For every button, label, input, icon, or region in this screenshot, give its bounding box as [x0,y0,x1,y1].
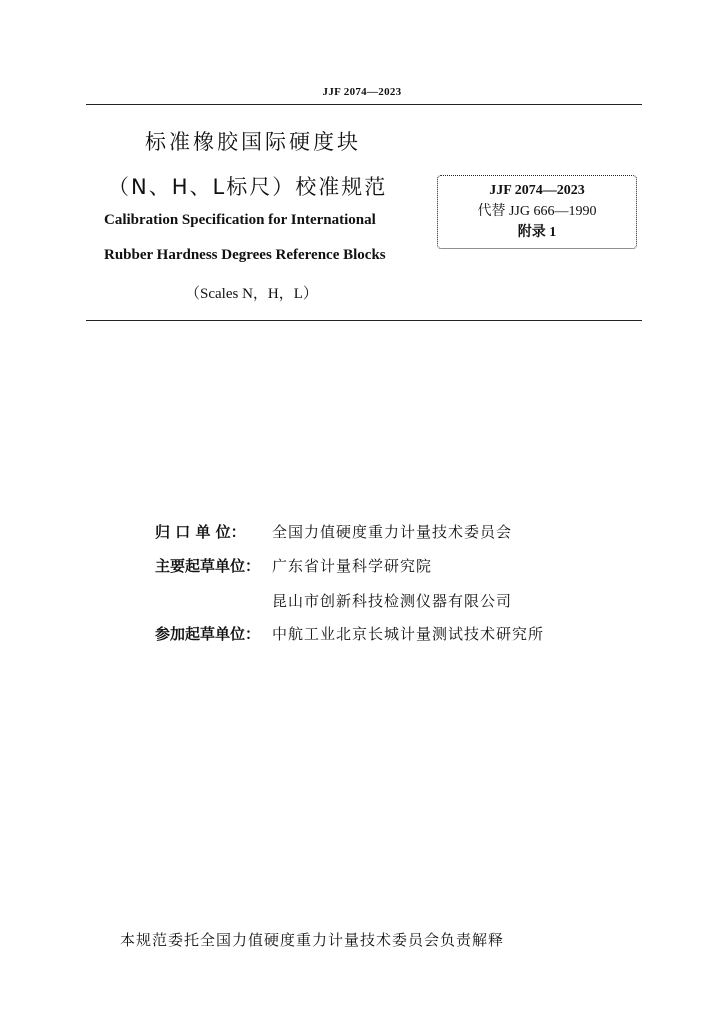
interpretation-note: 本规范委托全国力值硬度重力计量技术委员会负责解释 [120,931,505,949]
replaces-standard: 代替 JJG 666—1990 [477,204,597,219]
org-row-main-drafting [0,555,724,577]
org-label: 归 口 单 位： [155,523,246,541]
header-standard-code: JJF 2074—2023 [322,86,402,98]
header-rule [86,104,642,105]
org-label: 主要起草单位： [155,557,261,575]
org-row-participating [0,623,724,645]
org-value: 广东省计量科学研究院 [272,557,433,575]
org-value: 中航工业北京长城计量测试技术研究所 [272,625,545,643]
org-row-responsible [0,521,724,543]
title-rule [86,320,642,321]
org-label: 参加起草单位： [155,625,261,643]
title-en-line2: Rubber Hardness Degrees Reference Blocks [104,247,386,263]
title-en-line3: （Scales N，H，L） [185,286,318,302]
org-row-main-drafting-2 [0,590,724,612]
org-value: 全国力值硬度重力计量技术委员会 [272,523,513,541]
title-en-line1: Calibration Specification for International [104,212,376,228]
org-value: 昆山市创新科技检测仪器有限公司 [272,592,513,610]
standard-number-box [437,175,637,249]
title-cn-line1: 标准橡胶国际硬度块 [145,130,361,154]
title-cn-line2: （N、H、L标尺）校准规范 [108,175,388,199]
appendix-label: 附录 1 [517,225,557,240]
standard-code: JJF 2074—2023 [489,183,585,198]
